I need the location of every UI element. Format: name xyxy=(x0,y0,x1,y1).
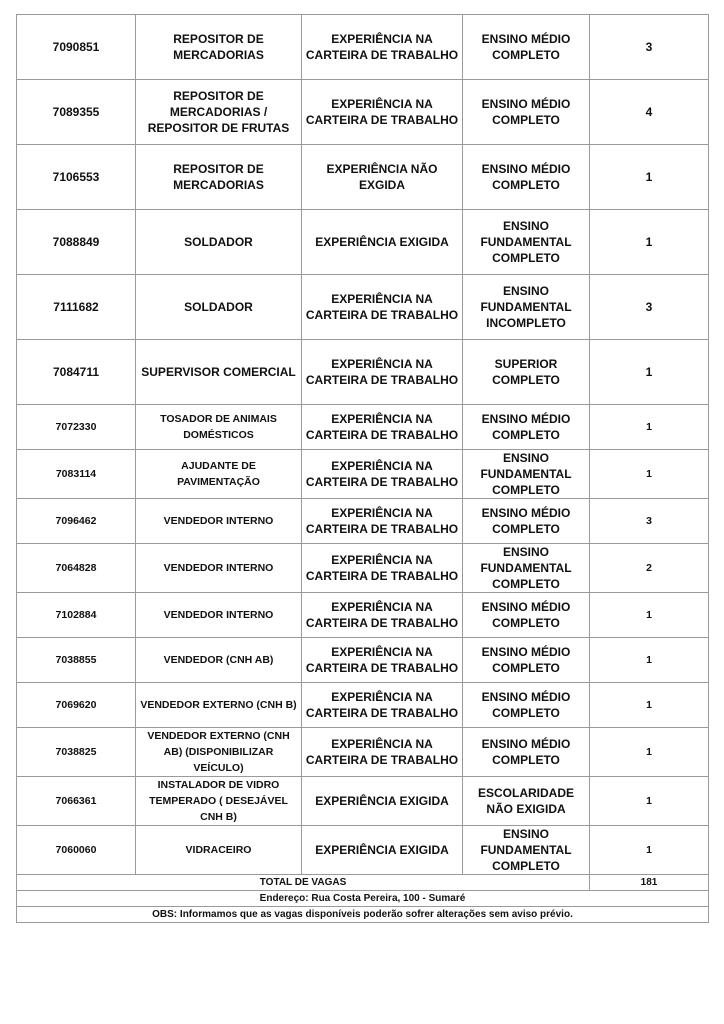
job-code xyxy=(17,593,136,638)
education-requirement-text: ENSINO MÉDIO COMPLETO xyxy=(481,690,571,720)
education-requirement xyxy=(463,15,590,80)
job-code xyxy=(17,15,136,80)
job-title xyxy=(136,340,302,405)
experience-requirement xyxy=(302,826,463,875)
notice-text: OBS: Informamos que as vagas disponíveis poderão sofrer alterações sem aviso prévio. xyxy=(17,907,709,923)
address-row xyxy=(17,891,709,907)
vacancy-count xyxy=(590,683,709,728)
vacancy-count xyxy=(590,728,709,777)
experience-requirement-text: EXPERIÊNCIA NA CARTEIRA DE TRABALHO xyxy=(305,459,459,489)
experience-requirement xyxy=(302,15,463,80)
vacancy-count xyxy=(590,638,709,683)
experience-requirement xyxy=(302,210,463,275)
vacancy-count-text: 4 xyxy=(645,105,653,119)
education-requirement-text: ENSINO MÉDIO COMPLETO xyxy=(481,645,571,675)
job-code-text: 7106553 xyxy=(52,170,100,184)
job-title xyxy=(136,544,302,593)
job-code-text: 7084711 xyxy=(52,365,100,379)
experience-requirement-text: EXPERIÊNCIA NA CARTEIRA DE TRABALHO xyxy=(305,645,459,675)
job-code-text: 7064828 xyxy=(55,562,97,574)
vacancy-count xyxy=(590,544,709,593)
job-code xyxy=(17,145,136,210)
job-title-text: TOSADOR DE ANIMAIS DOMÉSTICOS xyxy=(160,413,277,441)
table-row xyxy=(17,145,709,210)
experience-requirement xyxy=(302,450,463,499)
vacancy-count-text: 3 xyxy=(645,40,653,54)
education-requirement xyxy=(463,405,590,450)
job-code-text: 7111682 xyxy=(53,300,99,314)
experience-requirement xyxy=(302,275,463,340)
job-title xyxy=(136,777,302,826)
education-requirement-text: ENSINO FUNDAMENTAL COMPLETO xyxy=(480,545,572,591)
job-code xyxy=(17,275,136,340)
table-row xyxy=(17,683,709,728)
job-title-text: SOLDADOR xyxy=(184,300,253,314)
job-title xyxy=(136,15,302,80)
education-requirement-text: ESCOLARIDADE NÃO EXIGIDA xyxy=(477,786,574,816)
job-title-text: VIDRACEIRO xyxy=(185,844,252,856)
education-requirement-text: SUPERIOR COMPLETO xyxy=(492,357,560,387)
experience-requirement-text: EXPERIÊNCIA EXIGIDA xyxy=(315,794,449,808)
table-row xyxy=(17,499,709,544)
job-title xyxy=(136,145,302,210)
job-code-text: 7038825 xyxy=(55,746,97,758)
experience-requirement-text: EXPERIÊNCIA EXIGIDA xyxy=(315,235,449,249)
vacancy-count-text: 1 xyxy=(646,746,652,758)
experience-requirement-text: EXPERIÊNCIA NA CARTEIRA DE TRABALHO xyxy=(305,506,459,536)
vacancy-count-text: 1 xyxy=(646,844,652,856)
job-title xyxy=(136,683,302,728)
job-title-text: VENDEDOR EXTERNO (CNH B) xyxy=(140,699,297,711)
job-title xyxy=(136,210,302,275)
job-code-text: 7060060 xyxy=(55,844,97,856)
job-code xyxy=(17,499,136,544)
experience-requirement xyxy=(302,145,463,210)
experience-requirement-text: EXPERIÊNCIA EXIGIDA xyxy=(315,843,449,857)
vacancy-count xyxy=(590,593,709,638)
experience-requirement-text: EXPERIÊNCIA NA CARTEIRA DE TRABALHO xyxy=(305,690,459,720)
experience-requirement xyxy=(302,638,463,683)
vacancy-count-text: 1 xyxy=(646,609,652,621)
job-title-text: REPOSITOR DE MERCADORIAS xyxy=(173,162,264,192)
vacancy-count xyxy=(590,405,709,450)
education-requirement-text: ENSINO MÉDIO COMPLETO xyxy=(481,737,571,767)
education-requirement-text: ENSINO FUNDAMENTAL INCOMPLETO xyxy=(480,284,572,330)
experience-requirement-text: EXPERIÊNCIA NA CARTEIRA DE TRABALHO xyxy=(305,32,459,62)
job-title xyxy=(136,638,302,683)
experience-requirement xyxy=(302,80,463,145)
education-requirement xyxy=(463,145,590,210)
experience-requirement xyxy=(302,777,463,826)
job-title xyxy=(136,728,302,777)
vacancy-count xyxy=(590,15,709,80)
job-code-text: 7066361 xyxy=(55,795,97,807)
experience-requirement xyxy=(302,340,463,405)
education-requirement xyxy=(463,683,590,728)
education-requirement xyxy=(463,340,590,405)
experience-requirement-text: EXPERIÊNCIA NÃO EXGIDA xyxy=(326,162,438,192)
education-requirement xyxy=(463,275,590,340)
job-title xyxy=(136,450,302,499)
vacancy-count-text: 1 xyxy=(646,468,652,480)
table-footer xyxy=(17,875,709,923)
job-title-text: VENDEDOR (CNH AB) xyxy=(163,654,274,666)
vacancy-count xyxy=(590,777,709,826)
job-code xyxy=(17,826,136,875)
job-code xyxy=(17,683,136,728)
job-code xyxy=(17,210,136,275)
job-title-text: REPOSITOR DE MERCADORIAS / REPOSITOR DE FRUTAS xyxy=(147,89,290,135)
table-row xyxy=(17,638,709,683)
education-requirement-text: ENSINO FUNDAMENTAL COMPLETO xyxy=(480,827,572,873)
vacancy-count xyxy=(590,210,709,275)
vacancy-count-text: 1 xyxy=(646,795,652,807)
job-title-text: AJUDANTE DE PAVIMENTAÇÃO xyxy=(177,460,260,488)
experience-requirement-text: EXPERIÊNCIA NA CARTEIRA DE TRABALHO xyxy=(305,737,459,767)
experience-requirement xyxy=(302,593,463,638)
experience-requirement-text: EXPERIÊNCIA NA CARTEIRA DE TRABALHO xyxy=(305,357,459,387)
education-requirement-text: ENSINO MÉDIO COMPLETO xyxy=(481,600,571,630)
table-row xyxy=(17,80,709,145)
job-code-text: 7102884 xyxy=(55,609,97,621)
vacancy-count xyxy=(590,450,709,499)
table-row xyxy=(17,777,709,826)
education-requirement-text: ENSINO MÉDIO COMPLETO xyxy=(481,97,571,127)
table-row xyxy=(17,826,709,875)
education-requirement xyxy=(463,593,590,638)
job-code-text: 7083114 xyxy=(55,468,97,480)
job-title-text: SOLDADOR xyxy=(184,235,253,249)
education-requirement xyxy=(463,777,590,826)
job-code-text: 7069620 xyxy=(55,699,97,711)
total-row xyxy=(17,875,709,891)
job-title xyxy=(136,405,302,450)
education-requirement xyxy=(463,728,590,777)
education-requirement xyxy=(463,638,590,683)
table-row xyxy=(17,15,709,80)
vacancy-count-text: 3 xyxy=(645,300,653,314)
job-code xyxy=(17,80,136,145)
job-vacancies-body xyxy=(17,15,709,875)
vacancy-count xyxy=(590,80,709,145)
table-row xyxy=(17,210,709,275)
job-title-text: REPOSITOR DE MERCADORIAS xyxy=(173,32,264,62)
job-code xyxy=(17,450,136,499)
vacancy-count-text: 3 xyxy=(646,515,652,527)
education-requirement-text: ENSINO FUNDAMENTAL COMPLETO xyxy=(480,219,572,265)
education-requirement xyxy=(463,210,590,275)
job-title xyxy=(136,593,302,638)
experience-requirement-text: EXPERIÊNCIA NA CARTEIRA DE TRABALHO xyxy=(305,412,459,442)
table-row xyxy=(17,728,709,777)
job-code xyxy=(17,728,136,777)
job-code xyxy=(17,405,136,450)
job-code-text: 7089355 xyxy=(52,105,100,119)
job-title-text: VENDEDOR INTERNO xyxy=(163,562,274,574)
education-requirement xyxy=(463,450,590,499)
job-title-text: VENDEDOR INTERNO xyxy=(163,515,274,527)
vacancy-count xyxy=(590,275,709,340)
experience-requirement-text: EXPERIÊNCIA NA CARTEIRA DE TRABALHO xyxy=(305,600,459,630)
table-row xyxy=(17,405,709,450)
experience-requirement xyxy=(302,499,463,544)
vacancy-count-text: 1 xyxy=(645,365,653,379)
table-row xyxy=(17,544,709,593)
experience-requirement-text: EXPERIÊNCIA NA CARTEIRA DE TRABALHO xyxy=(305,97,459,127)
education-requirement-text: ENSINO MÉDIO COMPLETO xyxy=(481,32,571,62)
job-code-text: 7088849 xyxy=(52,235,100,249)
experience-requirement-text: EXPERIÊNCIA NA CARTEIRA DE TRABALHO xyxy=(305,292,459,322)
education-requirement-text: ENSINO FUNDAMENTAL COMPLETO xyxy=(480,451,572,497)
education-requirement-text: ENSINO MÉDIO COMPLETO xyxy=(481,162,571,192)
vacancy-count-text: 1 xyxy=(646,699,652,711)
address-text: Endereço: Rua Costa Pereira, 100 - Sumaré xyxy=(17,891,709,907)
experience-requirement xyxy=(302,544,463,593)
job-title-text: INSTALADOR DE VIDRO TEMPERADO ( DESEJÁVEL CNH B) xyxy=(149,779,288,823)
job-code-text: 7090851 xyxy=(52,40,100,54)
table-row xyxy=(17,593,709,638)
table-row xyxy=(17,340,709,405)
job-code xyxy=(17,777,136,826)
vacancy-count xyxy=(590,499,709,544)
table-row xyxy=(17,275,709,340)
job-title xyxy=(136,826,302,875)
vacancy-count xyxy=(590,145,709,210)
education-requirement xyxy=(463,826,590,875)
total-value: 181 xyxy=(590,875,709,891)
vacancy-count-text: 2 xyxy=(646,562,652,574)
vacancy-count xyxy=(590,340,709,405)
vacancy-count-text: 1 xyxy=(646,421,652,433)
job-code xyxy=(17,544,136,593)
job-title-text: VENDEDOR INTERNO xyxy=(163,609,274,621)
job-code-text: 7072330 xyxy=(55,421,97,433)
job-title xyxy=(136,80,302,145)
job-vacancies-table xyxy=(16,14,709,923)
job-code-text: 7038855 xyxy=(55,654,97,666)
job-title xyxy=(136,275,302,340)
vacancy-count-text: 1 xyxy=(645,235,653,249)
job-title-text: VENDEDOR EXTERNO (CNH AB) (DISPONIBILIZAR VEÍCULO) xyxy=(147,730,290,774)
experience-requirement xyxy=(302,405,463,450)
vacancy-count-text: 1 xyxy=(645,170,653,184)
education-requirement xyxy=(463,544,590,593)
education-requirement-text: ENSINO MÉDIO COMPLETO xyxy=(481,412,571,442)
education-requirement xyxy=(463,80,590,145)
experience-requirement-text: EXPERIÊNCIA NA CARTEIRA DE TRABALHO xyxy=(305,553,459,583)
job-code-text: 7096462 xyxy=(55,515,97,527)
total-label: TOTAL DE VAGAS xyxy=(17,875,590,891)
experience-requirement xyxy=(302,728,463,777)
education-requirement xyxy=(463,499,590,544)
job-title xyxy=(136,499,302,544)
vacancy-count-text: 1 xyxy=(646,654,652,666)
education-requirement-text: ENSINO MÉDIO COMPLETO xyxy=(481,506,571,536)
table-row xyxy=(17,450,709,499)
job-code xyxy=(17,638,136,683)
vacancy-count xyxy=(590,826,709,875)
job-code xyxy=(17,340,136,405)
note-row xyxy=(17,907,709,923)
job-title-text: SUPERVISOR COMERCIAL xyxy=(141,365,296,379)
experience-requirement xyxy=(302,683,463,728)
